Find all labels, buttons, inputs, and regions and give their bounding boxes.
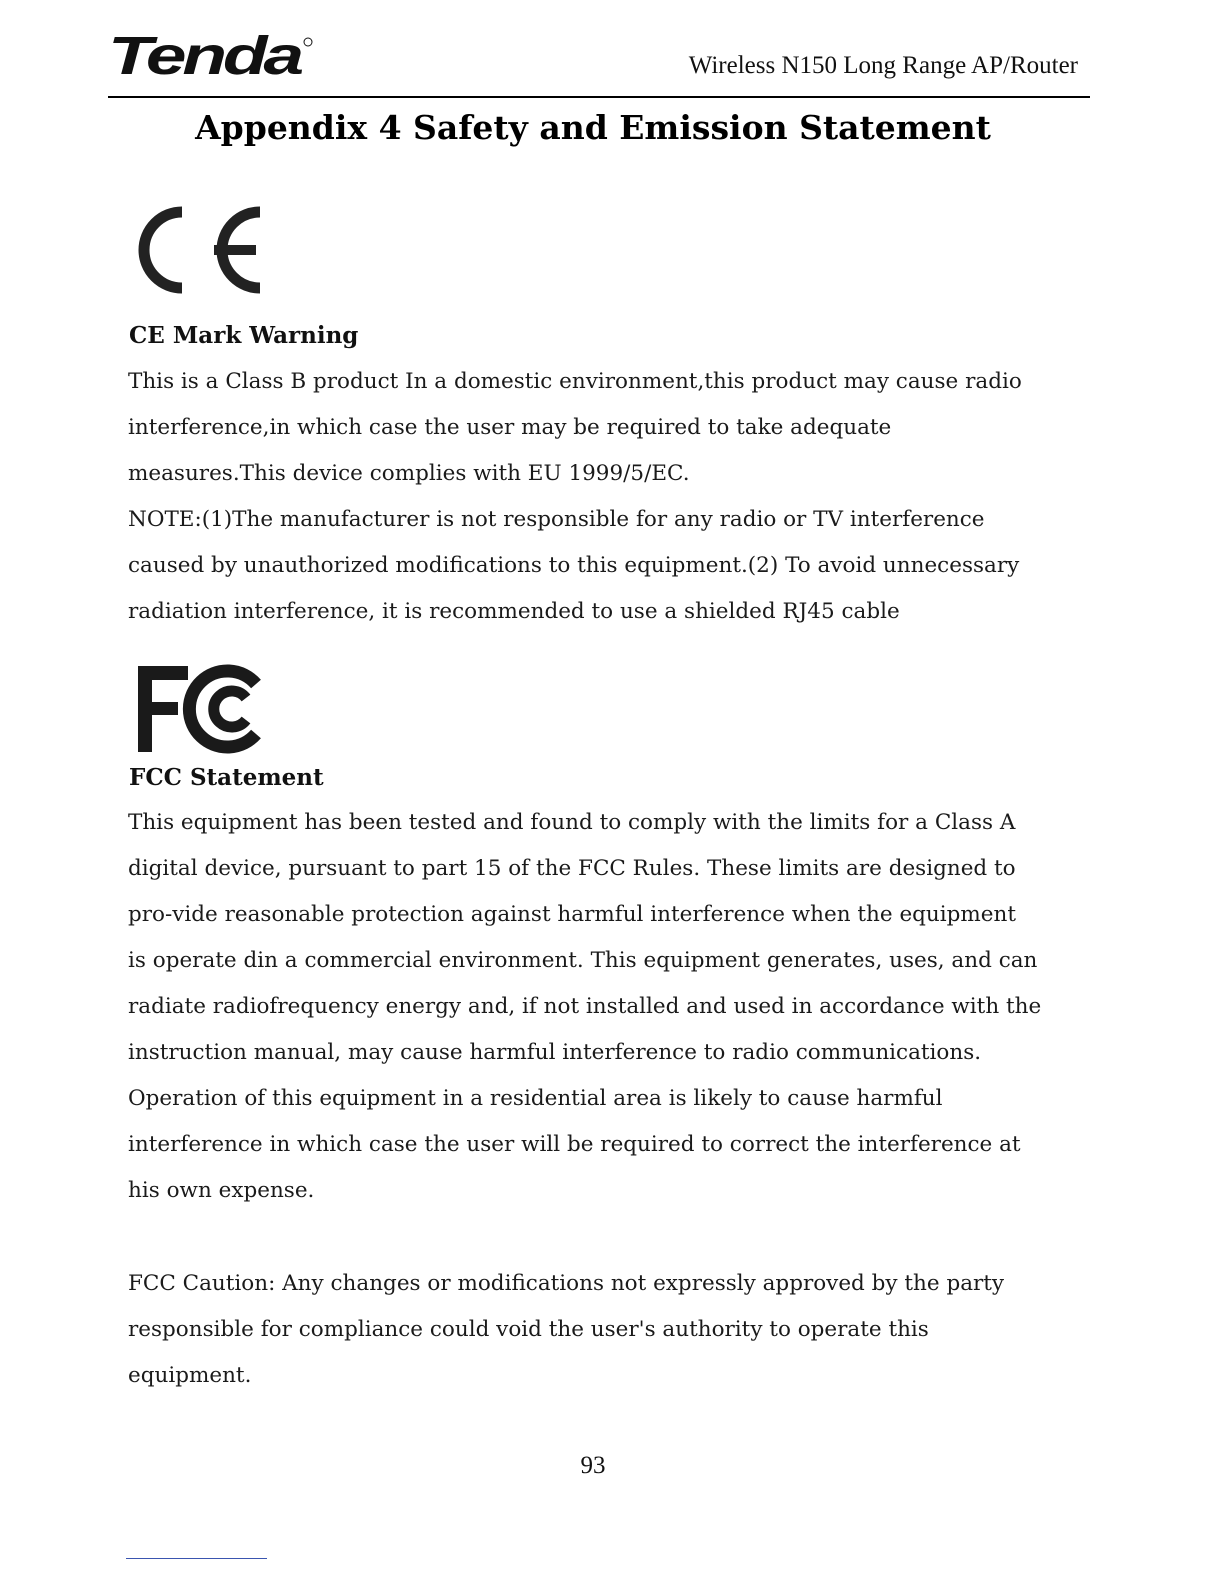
text-line: instruction manual, may cause harmful interference to radio communications. — [128, 1040, 982, 1065]
ce-warning-heading: CE Mark Warning — [129, 322, 359, 349]
svg-text:Tenda: Tenda — [108, 28, 303, 82]
text-line: digital device, pursuant to part 15 of the FCC Rules. These limits are designed to — [128, 856, 1016, 881]
ce-mark-logo — [122, 200, 268, 300]
text-line: interference in which case the user will be required to correct the interference at — [128, 1132, 1021, 1157]
text-line: NOTE:(1)The manufacturer is not responsible for any radio or TV interference — [128, 507, 985, 532]
page-number: 93 — [580, 1452, 606, 1479]
fcc-mark-logo — [134, 662, 268, 756]
text-line: FCC Caution: Any changes or modifications not expressly approved by the party — [128, 1271, 1005, 1296]
tenda-logo — [108, 28, 318, 82]
footnote-divider — [126, 1558, 267, 1559]
text-line: measures.This device complies with EU 1999/5/EC. — [128, 461, 690, 486]
text-line: equipment. — [128, 1363, 252, 1388]
text-line: radiate radiofrequency energy and, if not installed and used in accordance with the — [128, 994, 1042, 1019]
text-line: radiation interference, it is recommended to use a shielded RJ45 cable — [128, 599, 900, 624]
fcc-statement-heading: FCC Statement — [129, 764, 324, 791]
text-line: pro-vide reasonable protection against harmful interference when the equipment — [128, 902, 1017, 927]
page-header — [108, 26, 1090, 98]
text-line: This equipment has been tested and found to comply with the limits for a Class A — [128, 810, 1016, 835]
text-line: his own expense. — [128, 1178, 315, 1203]
text-line: Operation of this equipment in a residential area is likely to cause harmful — [128, 1086, 943, 1111]
ce-warning-text — [128, 359, 1068, 635]
fcc-statement-text — [128, 800, 1068, 1214]
page-title: Appendix 4 Safety and Emission Statement — [195, 108, 991, 147]
text-line: is operate din a commercial environment. This equipment generates, uses, and can — [128, 948, 1038, 973]
product-title: Wireless N150 Long Range AP/Router — [688, 52, 1078, 79]
text-line: interference,in which case the user may be required to take adequate — [128, 415, 892, 440]
text-line: caused by unauthorized modifications to this equipment.(2) To avoid unnecessary — [128, 553, 1020, 578]
text-line: responsible for compliance could void the user's authority to operate this — [128, 1317, 929, 1342]
text-line: This is a Class B product In a domestic environment,this product may cause radio — [128, 369, 1022, 394]
fcc-caution-text — [128, 1261, 1068, 1399]
